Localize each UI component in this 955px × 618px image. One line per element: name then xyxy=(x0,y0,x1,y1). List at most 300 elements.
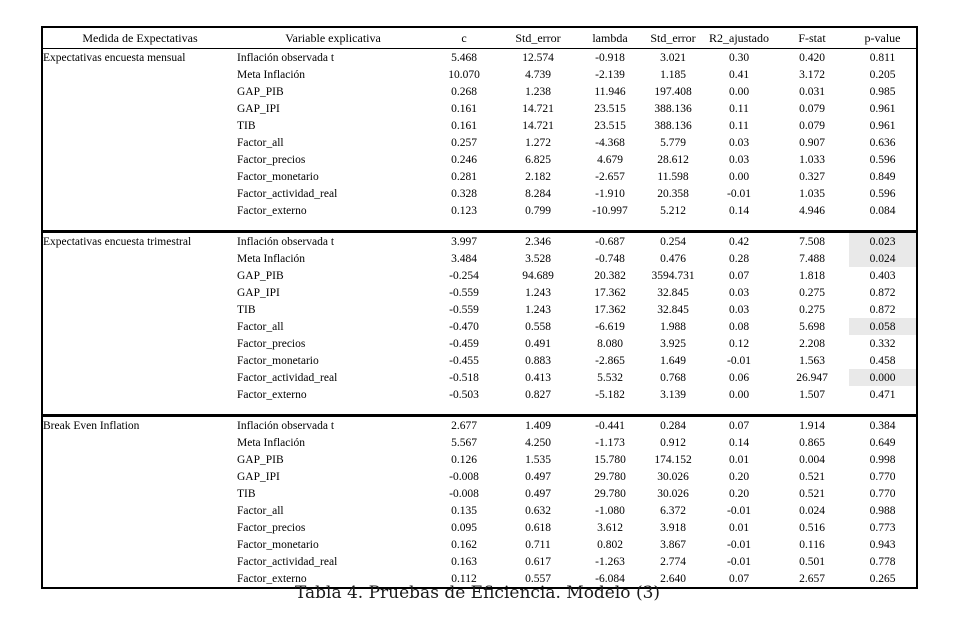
value-cell-std-error-lambda: 30.026 xyxy=(657,487,689,500)
value-cell-c: 0.162 xyxy=(451,538,477,551)
table-row xyxy=(42,369,917,386)
value-cell-p-value: 0.265 xyxy=(869,572,896,585)
value-cell-lambda: 20.382 xyxy=(594,269,626,282)
value-cell-std-error-c: 1.272 xyxy=(525,136,551,149)
section-label: Expectativas encuesta trimestral xyxy=(43,235,192,248)
variable-cell: Meta Inflación xyxy=(237,436,306,449)
value-cell-std-error-lambda: 0.476 xyxy=(660,252,686,265)
value-cell-lambda: -6.619 xyxy=(595,320,625,333)
table-row xyxy=(42,485,917,502)
header-row xyxy=(42,27,917,49)
value-cell-std-error-c: 0.827 xyxy=(525,388,551,401)
value-cell-std-error-lambda: 0.254 xyxy=(660,235,686,248)
value-cell-std-error-c: 0.617 xyxy=(525,555,551,568)
value-cell-std-error-lambda: 197.408 xyxy=(654,85,692,98)
value-cell-std-error-c: 94.689 xyxy=(522,269,554,282)
value-cell-p-value: 0.849 xyxy=(869,170,896,183)
section-label-empty xyxy=(42,451,237,468)
value-cell-c: -0.254 xyxy=(449,269,479,282)
header-lambda: lambda xyxy=(577,27,643,49)
value-cell-r2-ajustado: -0.01 xyxy=(727,187,751,200)
value-cell-f-stat: 5.698 xyxy=(799,320,825,333)
value-cell-c: 3.484 xyxy=(451,252,477,265)
value-cell-std-error-lambda: 0.284 xyxy=(660,419,686,432)
value-cell-std-error-lambda: 32.845 xyxy=(657,303,689,316)
table-row xyxy=(42,66,917,83)
value-cell-lambda: -10.997 xyxy=(592,204,628,217)
value-cell-std-error-lambda: 11.598 xyxy=(657,170,689,183)
value-cell-p-value: 0.998 xyxy=(869,453,896,466)
value-cell-c: 0.268 xyxy=(451,85,477,98)
value-cell-r2-ajustado: 0.03 xyxy=(728,153,750,166)
section-label-empty xyxy=(42,502,237,519)
table-row xyxy=(42,553,917,570)
variable-cell: GAP_IPI xyxy=(237,102,280,115)
value-cell-lambda: 4.679 xyxy=(597,153,623,166)
value-cell-r2-ajustado: 0.00 xyxy=(728,388,750,401)
value-cell-lambda: 29.780 xyxy=(594,470,626,483)
value-cell-r2-ajustado: 0.07 xyxy=(728,419,750,432)
value-cell-f-stat: 0.031 xyxy=(799,85,825,98)
value-cell-p-value: 0.332 xyxy=(869,337,896,350)
value-cell-f-stat: 7.488 xyxy=(799,252,825,265)
section-divider xyxy=(42,403,917,416)
value-cell-p-value: 0.023 xyxy=(849,232,917,251)
value-cell-r2-ajustado: 0.06 xyxy=(728,371,750,384)
value-cell-std-error-lambda: 3.021 xyxy=(660,51,686,64)
value-cell-std-error-lambda: 3594.731 xyxy=(651,269,695,282)
value-cell-std-error-c: 0.558 xyxy=(525,320,551,333)
value-cell-r2-ajustado: 0.20 xyxy=(728,487,750,500)
value-cell-c: 0.126 xyxy=(451,453,477,466)
variable-cell: Factor_all xyxy=(237,320,284,333)
value-cell-f-stat: 0.024 xyxy=(799,504,825,517)
value-cell-r2-ajustado: 0.00 xyxy=(728,170,750,183)
variable-cell: Inflación observada t xyxy=(237,419,335,432)
value-cell-p-value: 0.084 xyxy=(869,204,896,217)
section-label-empty xyxy=(42,168,237,185)
section-label: Break Even Inflation xyxy=(43,419,140,432)
value-cell-f-stat: 0.516 xyxy=(799,521,825,534)
table-row xyxy=(42,250,917,267)
table-row xyxy=(42,416,917,435)
variable-cell: TIB xyxy=(237,119,256,132)
value-cell-lambda: 15.780 xyxy=(594,453,626,466)
section-label-empty xyxy=(42,553,237,570)
table-row xyxy=(42,451,917,468)
value-cell-lambda: 0.802 xyxy=(597,538,623,551)
value-cell-f-stat: 1.914 xyxy=(799,419,825,432)
value-cell-std-error-c: 0.497 xyxy=(525,487,551,500)
value-cell-std-error-c: 0.883 xyxy=(525,354,551,367)
value-cell-p-value: 0.458 xyxy=(869,354,896,367)
value-cell-std-error-c: 0.413 xyxy=(525,371,551,384)
value-cell-p-value: 0.384 xyxy=(869,419,896,432)
value-cell-f-stat: 7.508 xyxy=(799,235,825,248)
variable-cell: GAP_PIB xyxy=(237,453,284,466)
section-label-empty xyxy=(42,284,237,301)
value-cell-r2-ajustado: 0.20 xyxy=(728,470,750,483)
value-cell-std-error-lambda: 5.212 xyxy=(660,204,686,217)
value-cell-c: 0.163 xyxy=(451,555,477,568)
value-cell-p-value: 0.596 xyxy=(869,187,896,200)
value-cell-std-error-c: 8.284 xyxy=(525,187,551,200)
section-divider-line xyxy=(42,403,917,416)
value-cell-lambda: 29.780 xyxy=(594,487,626,500)
efficiency-table-wrapper xyxy=(41,26,916,589)
table-row xyxy=(42,318,917,335)
value-cell-lambda: -0.748 xyxy=(595,252,625,265)
section-label-empty xyxy=(42,519,237,536)
value-cell-c: -0.008 xyxy=(449,487,479,500)
value-cell-lambda: -6.084 xyxy=(595,572,625,585)
value-cell-r2-ajustado: 0.03 xyxy=(728,286,750,299)
value-cell-std-error-c: 0.557 xyxy=(525,572,551,585)
table-row xyxy=(42,202,917,219)
value-cell-lambda: -2.139 xyxy=(595,68,625,81)
value-cell-r2-ajustado: 0.41 xyxy=(728,68,750,81)
value-cell-c: -0.470 xyxy=(449,320,479,333)
header-r2-ajustado: R2_ajustado xyxy=(703,27,775,49)
value-cell-std-error-lambda: 6.372 xyxy=(660,504,686,517)
value-cell-f-stat: 0.521 xyxy=(799,470,825,483)
variable-cell: Factor_actividad_real xyxy=(237,187,338,200)
value-cell-r2-ajustado: 0.30 xyxy=(728,51,750,64)
value-cell-c: 0.161 xyxy=(451,119,477,132)
value-cell-std-error-c: 1.243 xyxy=(525,303,551,316)
variable-cell: Factor_all xyxy=(237,136,284,149)
value-cell-lambda: 3.612 xyxy=(597,521,623,534)
value-cell-std-error-c: 3.528 xyxy=(525,252,551,265)
value-cell-std-error-lambda: 3.925 xyxy=(660,337,686,350)
section-label-empty xyxy=(42,468,237,485)
value-cell-f-stat: 26.947 xyxy=(796,371,828,384)
value-cell-c: 5.567 xyxy=(451,436,477,449)
value-cell-lambda: -1.173 xyxy=(595,436,625,449)
table-row xyxy=(42,434,917,451)
variable-cell: Factor_precios xyxy=(237,153,306,166)
value-cell-c: -0.008 xyxy=(449,470,479,483)
table-row xyxy=(42,168,917,185)
value-cell-lambda: -0.687 xyxy=(595,235,625,248)
value-cell-std-error-lambda: 388.136 xyxy=(654,102,692,115)
section-label-empty xyxy=(42,100,237,117)
value-cell-std-error-c: 2.182 xyxy=(525,170,551,183)
value-cell-p-value: 0.985 xyxy=(869,85,896,98)
value-cell-lambda: -1.080 xyxy=(595,504,625,517)
section-label-empty xyxy=(42,267,237,284)
section-label-empty xyxy=(42,369,237,386)
header-variable-explicativa: Variable explicativa xyxy=(237,27,429,49)
value-cell-c: 5.468 xyxy=(451,51,477,64)
section-label-empty xyxy=(42,434,237,451)
table-row xyxy=(42,519,917,536)
table-row xyxy=(42,49,917,67)
value-cell-std-error-c: 1.238 xyxy=(525,85,551,98)
value-cell-r2-ajustado: -0.01 xyxy=(727,504,751,517)
value-cell-std-error-lambda: 30.026 xyxy=(657,470,689,483)
value-cell-std-error-lambda: 2.640 xyxy=(660,572,686,585)
value-cell-std-error-c: 0.491 xyxy=(525,337,551,350)
section-divider-line xyxy=(42,219,917,232)
value-cell-c: 10.070 xyxy=(448,68,480,81)
section-label-empty xyxy=(42,134,237,151)
table-row xyxy=(42,502,917,519)
value-cell-std-error-lambda: 28.612 xyxy=(657,153,689,166)
variable-cell: Inflación observada t xyxy=(237,235,335,248)
value-cell-f-stat: 2.208 xyxy=(799,337,825,350)
variable-cell: Factor_monetario xyxy=(237,170,319,183)
value-cell-c: 0.112 xyxy=(451,572,477,585)
section-label-empty xyxy=(42,352,237,369)
value-cell-f-stat: 0.275 xyxy=(799,286,825,299)
value-cell-c: -0.459 xyxy=(449,337,479,350)
value-cell-c: 0.135 xyxy=(451,504,477,517)
value-cell-std-error-c: 0.711 xyxy=(525,538,551,551)
variable-cell: TIB xyxy=(237,303,256,316)
table-row xyxy=(42,100,917,117)
value-cell-p-value: 0.773 xyxy=(869,521,896,534)
value-cell-lambda: 23.515 xyxy=(594,119,626,132)
value-cell-c: -0.559 xyxy=(449,303,479,316)
value-cell-r2-ajustado: 0.14 xyxy=(728,204,750,217)
variable-cell: Factor_all xyxy=(237,504,284,517)
value-cell-lambda: 23.515 xyxy=(594,102,626,115)
value-cell-std-error-lambda: 20.358 xyxy=(657,187,689,200)
table-row xyxy=(42,117,917,134)
value-cell-f-stat: 0.327 xyxy=(799,170,825,183)
table-row xyxy=(42,284,917,301)
value-cell-f-stat: 3.172 xyxy=(799,68,825,81)
value-cell-c: 0.161 xyxy=(451,102,477,115)
value-cell-f-stat: 0.420 xyxy=(799,51,825,64)
value-cell-r2-ajustado: 0.03 xyxy=(728,136,750,149)
value-cell-p-value: 0.778 xyxy=(869,555,896,568)
value-cell-lambda: -0.441 xyxy=(595,419,625,432)
value-cell-lambda: 17.362 xyxy=(594,303,626,316)
value-cell-f-stat: 0.116 xyxy=(799,538,825,551)
value-cell-f-stat: 0.079 xyxy=(799,102,825,115)
table-row xyxy=(42,232,917,251)
table-row xyxy=(42,386,917,403)
value-cell-p-value: 0.403 xyxy=(869,269,896,282)
value-cell-r2-ajustado: 0.01 xyxy=(728,521,750,534)
value-cell-f-stat: 0.907 xyxy=(799,136,825,149)
value-cell-c: -0.503 xyxy=(449,388,479,401)
value-cell-c: 3.997 xyxy=(451,235,477,248)
value-cell-lambda: 8.080 xyxy=(597,337,623,350)
value-cell-std-error-c: 0.618 xyxy=(525,521,551,534)
variable-cell: TIB xyxy=(237,487,256,500)
value-cell-p-value: 0.024 xyxy=(849,250,917,267)
table-row xyxy=(42,335,917,352)
value-cell-std-error-lambda: 0.912 xyxy=(660,436,686,449)
value-cell-std-error-c: 12.574 xyxy=(522,51,554,64)
value-cell-r2-ajustado: 0.07 xyxy=(728,572,750,585)
section-label-empty xyxy=(42,386,237,403)
value-cell-f-stat: 1.507 xyxy=(799,388,825,401)
value-cell-lambda: -2.865 xyxy=(595,354,625,367)
section-divider xyxy=(42,219,917,232)
value-cell-std-error-lambda: 174.152 xyxy=(654,453,692,466)
value-cell-r2-ajustado: 0.07 xyxy=(728,269,750,282)
value-cell-p-value: 0.872 xyxy=(869,286,896,299)
value-cell-lambda: 5.532 xyxy=(597,371,623,384)
header-std-error-c: Std_error xyxy=(499,27,577,49)
table-row xyxy=(42,83,917,100)
table-row xyxy=(42,352,917,369)
value-cell-f-stat: 2.657 xyxy=(799,572,825,585)
value-cell-lambda: -2.657 xyxy=(595,170,625,183)
section-label-empty xyxy=(42,202,237,219)
table-row xyxy=(42,134,917,151)
value-cell-c: -0.518 xyxy=(449,371,479,384)
value-cell-c: 0.095 xyxy=(451,521,477,534)
variable-cell: Factor_externo xyxy=(237,572,307,585)
value-cell-f-stat: 1.033 xyxy=(799,153,825,166)
section-label-empty xyxy=(42,301,237,318)
value-cell-r2-ajustado: 0.11 xyxy=(729,102,749,115)
value-cell-std-error-lambda: 1.185 xyxy=(660,68,686,81)
section-label-empty xyxy=(42,117,237,134)
value-cell-p-value: 0.649 xyxy=(869,436,896,449)
value-cell-r2-ajustado: 0.11 xyxy=(729,119,749,132)
value-cell-r2-ajustado: 0.42 xyxy=(728,235,750,248)
value-cell-f-stat: 1.563 xyxy=(799,354,825,367)
value-cell-r2-ajustado: 0.12 xyxy=(728,337,750,350)
variable-cell: Factor_monetario xyxy=(237,538,319,551)
value-cell-lambda: -4.368 xyxy=(595,136,625,149)
value-cell-r2-ajustado: 0.28 xyxy=(728,252,750,265)
header-medida-de-expectativas: Medida de Expectativas xyxy=(42,27,237,49)
value-cell-p-value: 0.943 xyxy=(869,538,896,551)
value-cell-std-error-lambda: 388.136 xyxy=(654,119,692,132)
efficiency-table xyxy=(41,26,918,589)
header-std-error-lambda: Std_error xyxy=(643,27,703,49)
value-cell-std-error-c: 4.250 xyxy=(525,436,551,449)
variable-cell: Meta Inflación xyxy=(237,252,306,265)
variable-cell: Factor_externo xyxy=(237,388,307,401)
value-cell-f-stat: 0.865 xyxy=(799,436,825,449)
variable-cell: Factor_monetario xyxy=(237,354,319,367)
value-cell-f-stat: 4.946 xyxy=(799,204,825,217)
value-cell-lambda: 11.946 xyxy=(594,85,626,98)
value-cell-c: 0.123 xyxy=(451,204,477,217)
value-cell-std-error-lambda: 0.768 xyxy=(660,371,686,384)
value-cell-c: 0.246 xyxy=(451,153,477,166)
value-cell-r2-ajustado: 0.01 xyxy=(728,453,750,466)
value-cell-std-error-lambda: 1.988 xyxy=(660,320,686,333)
value-cell-std-error-c: 6.825 xyxy=(525,153,551,166)
section-label-empty xyxy=(42,335,237,352)
value-cell-f-stat: 0.275 xyxy=(799,303,825,316)
value-cell-lambda: -1.910 xyxy=(595,187,625,200)
variable-cell: GAP_IPI xyxy=(237,470,280,483)
variable-cell: GAP_PIB xyxy=(237,269,284,282)
value-cell-std-error-c: 1.535 xyxy=(525,453,551,466)
value-cell-p-value: 0.988 xyxy=(869,504,896,517)
variable-cell: Factor_actividad_real xyxy=(237,555,338,568)
table-row xyxy=(42,267,917,284)
value-cell-r2-ajustado: -0.01 xyxy=(727,555,751,568)
value-cell-r2-ajustado: 0.00 xyxy=(728,85,750,98)
value-cell-std-error-c: 1.409 xyxy=(525,419,551,432)
value-cell-std-error-c: 4.739 xyxy=(525,68,551,81)
variable-cell: Inflación observada t xyxy=(237,51,335,64)
value-cell-lambda: -5.182 xyxy=(595,388,625,401)
value-cell-std-error-lambda: 3.867 xyxy=(660,538,686,551)
variable-cell: Factor_actividad_real xyxy=(237,371,338,384)
value-cell-p-value: 0.471 xyxy=(869,388,896,401)
value-cell-f-stat: 0.079 xyxy=(799,119,825,132)
value-cell-r2-ajustado: -0.01 xyxy=(727,354,751,367)
value-cell-p-value: 0.770 xyxy=(869,487,896,500)
variable-cell: GAP_PIB xyxy=(237,85,284,98)
table-body xyxy=(42,49,917,589)
section-label: Expectativas encuesta mensual xyxy=(43,51,186,64)
variable-cell: GAP_IPI xyxy=(237,286,280,299)
section-label-empty xyxy=(42,83,237,100)
value-cell-p-value: 0.636 xyxy=(869,136,896,149)
variable-cell: Factor_precios xyxy=(237,521,306,534)
value-cell-std-error-lambda: 2.774 xyxy=(660,555,686,568)
table-row xyxy=(42,536,917,553)
table-row xyxy=(42,301,917,318)
value-cell-p-value: 0.000 xyxy=(849,369,917,386)
value-cell-f-stat: 0.521 xyxy=(799,487,825,500)
section-label-empty xyxy=(42,185,237,202)
variable-cell: Factor_precios xyxy=(237,337,306,350)
value-cell-p-value: 0.058 xyxy=(849,318,917,335)
value-cell-std-error-lambda: 3.139 xyxy=(660,388,686,401)
value-cell-f-stat: 1.035 xyxy=(799,187,825,200)
table-row xyxy=(42,151,917,168)
section-label-empty xyxy=(42,485,237,502)
value-cell-std-error-c: 1.243 xyxy=(525,286,551,299)
section-label-empty xyxy=(42,318,237,335)
header-f-stat: F-stat xyxy=(775,27,849,49)
value-cell-std-error-c: 0.632 xyxy=(525,504,551,517)
value-cell-r2-ajustado: 0.08 xyxy=(728,320,750,333)
value-cell-p-value: 0.872 xyxy=(869,303,896,316)
value-cell-r2-ajustado: 0.03 xyxy=(728,303,750,316)
value-cell-r2-ajustado: 0.14 xyxy=(728,436,750,449)
value-cell-lambda: -1.263 xyxy=(595,555,625,568)
value-cell-c: 0.281 xyxy=(451,170,477,183)
section-label-empty xyxy=(42,151,237,168)
value-cell-p-value: 0.811 xyxy=(869,51,896,64)
value-cell-c: -0.559 xyxy=(449,286,479,299)
section-label-empty xyxy=(42,250,237,267)
value-cell-lambda: -0.918 xyxy=(595,51,625,64)
value-cell-std-error-lambda: 3.918 xyxy=(660,521,686,534)
value-cell-std-error-c: 0.799 xyxy=(525,204,551,217)
value-cell-p-value: 0.596 xyxy=(869,153,896,166)
value-cell-std-error-lambda: 5.779 xyxy=(660,136,686,149)
header-c: c xyxy=(429,27,499,49)
value-cell-r2-ajustado: -0.01 xyxy=(727,538,751,551)
value-cell-std-error-c: 14.721 xyxy=(522,102,554,115)
value-cell-std-error-lambda: 32.845 xyxy=(657,286,689,299)
value-cell-c: 0.257 xyxy=(451,136,477,149)
value-cell-p-value: 0.205 xyxy=(869,68,896,81)
table-row xyxy=(42,185,917,202)
section-label-empty xyxy=(42,536,237,553)
value-cell-std-error-lambda: 1.649 xyxy=(660,354,686,367)
value-cell-c: -0.455 xyxy=(449,354,479,367)
value-cell-std-error-c: 0.497 xyxy=(525,470,551,483)
value-cell-f-stat: 0.501 xyxy=(799,555,825,568)
